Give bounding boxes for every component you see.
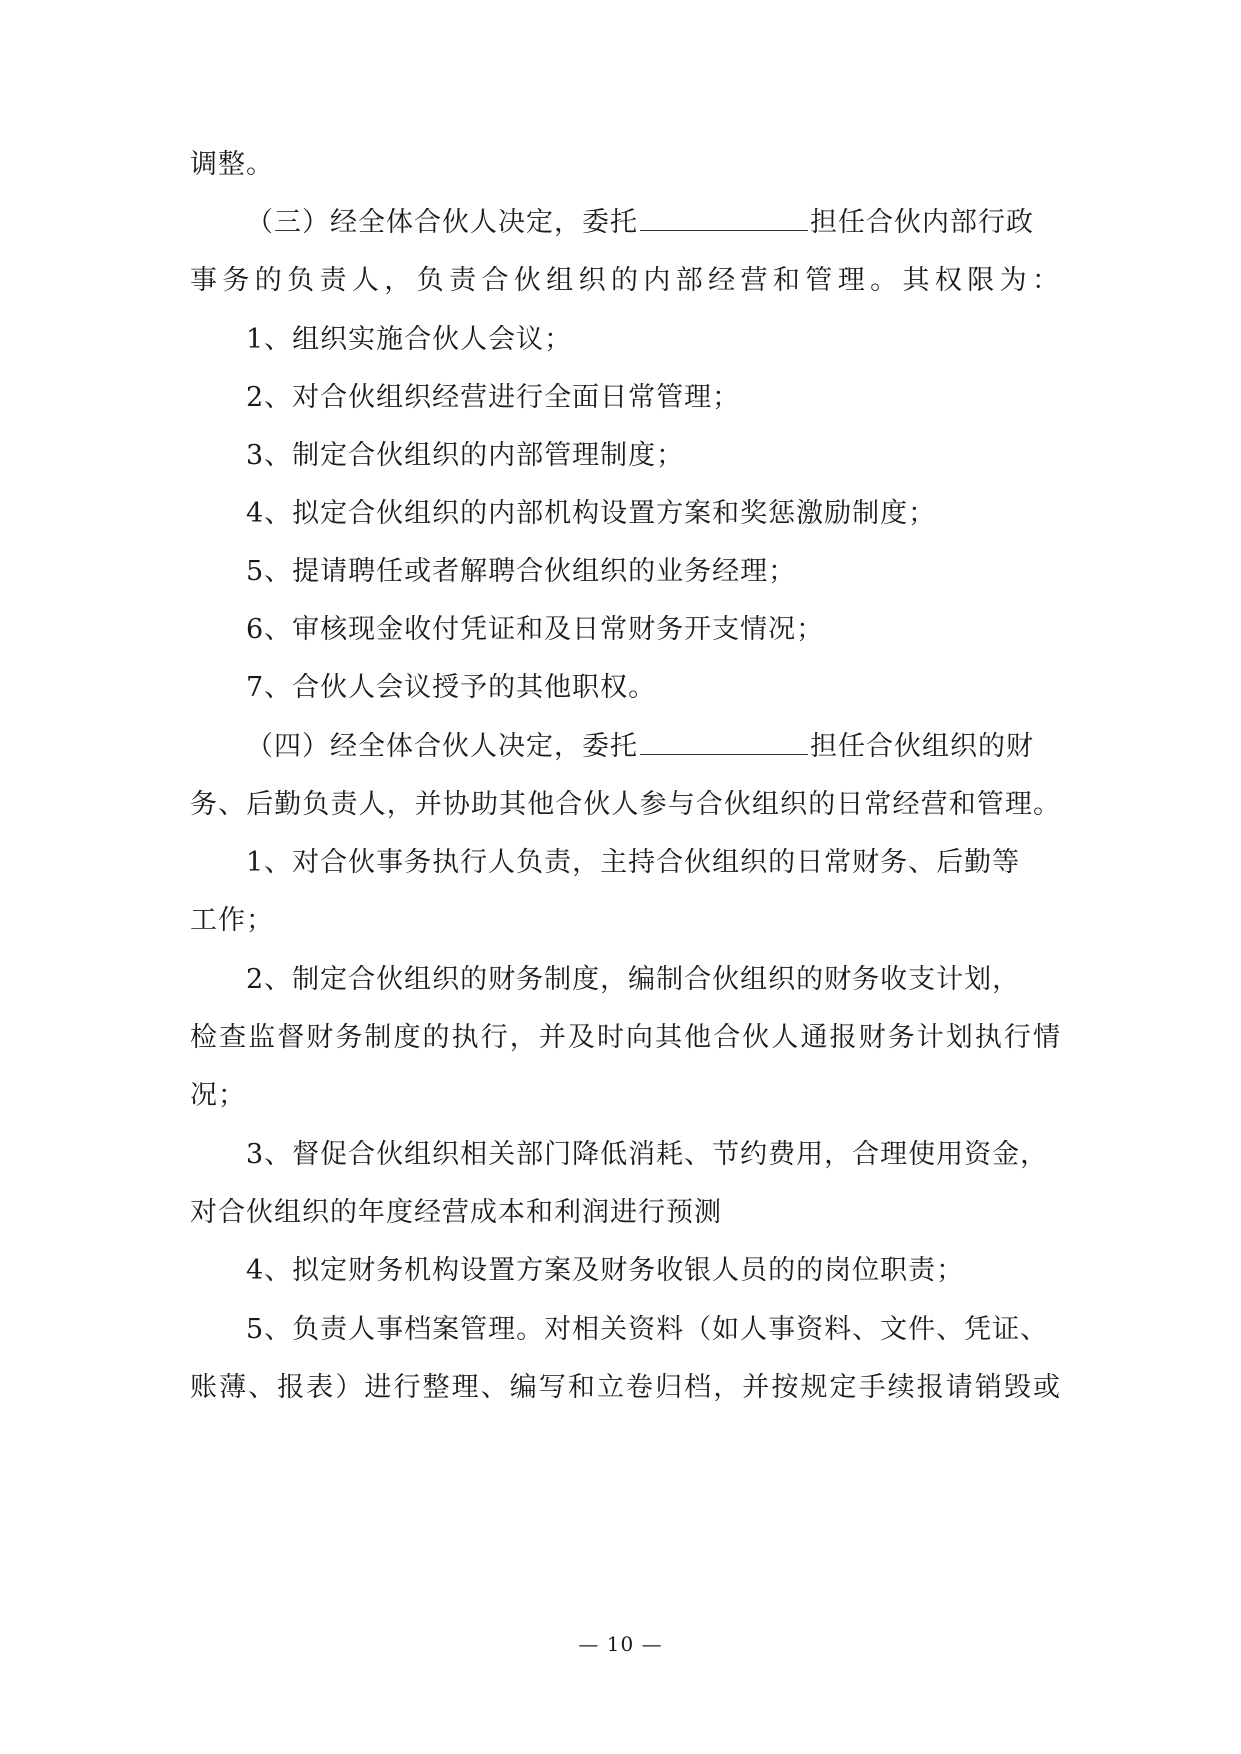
list-item: 1、组织实施合伙人会议； (246, 324, 573, 355)
list-item: 5、提请聘任或者解聘合伙组织的业务经理； (246, 556, 797, 587)
paragraph-line: 务、后勤负责人，并协助其他合伙人参与合伙组织的日常经营和管理。 (190, 789, 1060, 820)
paragraph-line: 账薄、报表）进行整理、编写和立卷归档，并按规定手续报请销毁或 (190, 1372, 1060, 1403)
paragraph-line (246, 727, 1116, 767)
paragraph-line: 对合伙组织的年度经营成本和利润进行预测 (190, 1197, 722, 1228)
text-segment: 担任合伙内部行政 (810, 207, 1034, 238)
page-number: — 10 — (578, 1632, 663, 1656)
list-item: 1、对合伙事务执行人负责，主持合伙组织的日常财务、后勤等 (246, 847, 1021, 878)
list-item: 6、审核现金收付凭证和及日常财务开支情况； (246, 614, 825, 645)
list-item: 2、对合伙组织经营进行全面日常管理； (246, 382, 741, 413)
text-segment: （三）经全体合伙人决定，委托 (246, 207, 638, 238)
fill-in-blank (640, 204, 808, 231)
paragraph-line: 检查监督财务制度的执行，并及时向其他合伙人通报财务计划执行情 (190, 1022, 1060, 1053)
text-segment: 担任合伙组织的财 (810, 731, 1034, 762)
paragraph-line (246, 203, 1116, 243)
text-segment: （四）经全体合伙人决定，委托 (246, 731, 638, 762)
paragraph-line: 事务的负责人，负责合伙组织的内部经营和管理。其权限为： (190, 265, 1060, 296)
list-item: 5、负责人事档案管理。对相关资料（如人事资料、文件、凭证、 (246, 1314, 1049, 1345)
paragraph-line: 调整。 (190, 149, 274, 180)
list-item: 3、制定合伙组织的内部管理制度； (246, 440, 685, 471)
list-item: 4、拟定财务机构设置方案及财务收银人员的的岗位职责； (246, 1255, 965, 1286)
list-item: 2、制定合伙组织的财务制度，编制合伙组织的财务收支计划， (246, 964, 1021, 995)
list-item: 4、拟定合伙组织的内部机构设置方案和奖惩激励制度； (246, 498, 937, 529)
fill-in-blank (640, 728, 808, 755)
list-item: 7、合伙人会议授予的其他职权。 (246, 672, 657, 703)
paragraph-line: 工作； (190, 905, 274, 936)
list-item: 3、督促合伙组织相关部门降低消耗、节约费用，合理使用资金， (246, 1139, 1049, 1170)
paragraph-line: 况； (190, 1080, 246, 1111)
